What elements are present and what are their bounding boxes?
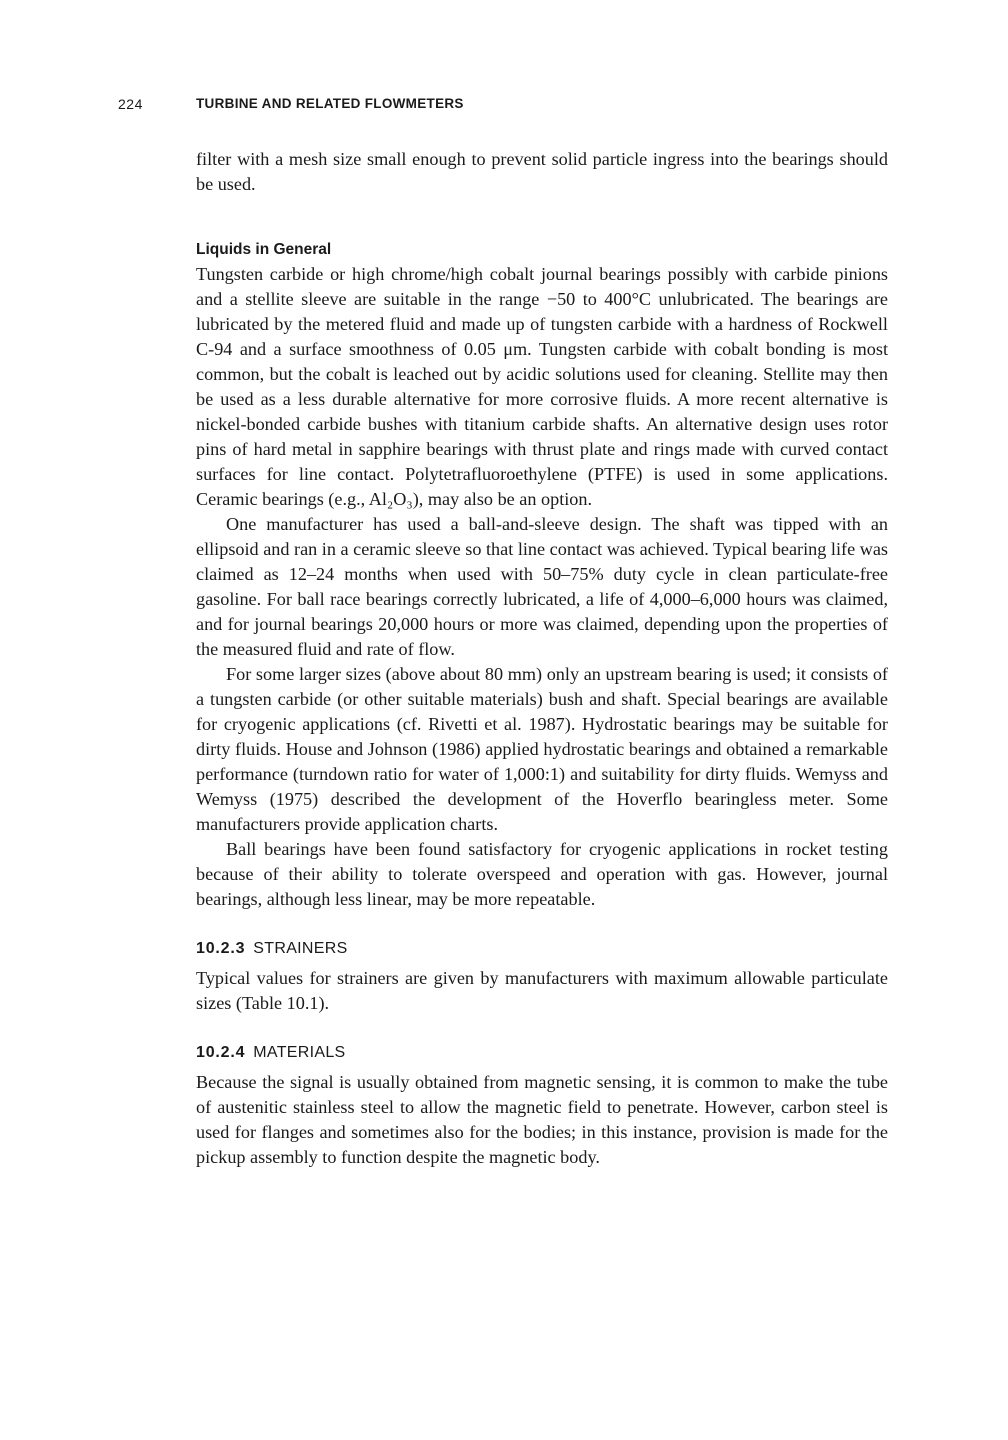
paragraph: One manufacturer has used a ball-and-sleeve design. The shaft was tipped with an ellipsoid and ran in a ceramic sleeve so that line contact was achieved. Typical bearing life was claimed as 12–24 months when used with 50–75% duty cycle in clean particulate-free gasoline. For ball race bearings correctly lubricated, a life of 4,000–6,000 hours was claimed, and for journal bearings 20,000 hours or more was claimed, depending upon the properties of the measured fluid and rate of flow.	[196, 514, 888, 659]
paragraph: Typical values for strainers are given by manufacturers with maximum allowable particulate sizes (Table 10.1).	[196, 968, 888, 1013]
section-heading-materials	[196, 1042, 888, 1064]
running-title: TURBINE AND RELATED FLOWMETERS	[196, 96, 464, 111]
paragraph: Ball bearings have been found satisfactory for cryogenic applications in rocket testing because of their ability to tolerate overspeed and operation with gas. However, journal bearings, although less linear, may be more repeatable.	[196, 839, 888, 909]
subsection-heading: Liquids in General	[196, 241, 332, 258]
section-title: STRAINERS	[253, 940, 348, 957]
section-heading-strainers	[196, 938, 888, 960]
paragraph: Tungsten carbide or high chrome/high cobalt journal bearings possibly with carbide pinions and a stellite sleeve are suitable in the range −50 to 400°C unlubricated. The bearings are lubricated by the metered fluid and made up of tungsten carbide with a hardness of Rockwell C-94 and a surface smoothness of 0.05 μm. Tungsten carbide with cobalt bonding is most common, but the cobalt is leached out by acidic solutions used for cleaning. Stellite may then be used as a less durable alternative for more corrosive fluids. A more recent alternative is nickel-bonded carbide bushes with titanium carbide shafts. An alternative design uses rotor pins of hard metal in sapphire bearings with thrust plate and rings made with curved contact surfaces for line contact. Polytetrafluoroethylene (PTFE) is used in some applications. Ceramic bearings (e.g., Al₂O₃), may also be an option.	[196, 264, 888, 509]
page-body	[196, 147, 888, 1170]
paragraph: For some larger sizes (above about 80 mm) only an upstream bearing is used; it consists of a tungsten carbide (or other suitable materials) bush and shaft. Special bearings are available for cryogenic applications (cf. Rivetti et al. 1987). Hydrostatic bearings may be suitable for dirty fluids. House and Johnson (1986) applied hydrostatic bearings and obtained a remarkable performance (turndown ratio for water of 1,000:1) and suitability for dirty fluids. Wemyss and Wemyss (1975) described the development of the Hoverflo bearingless meter. Some manufacturers provide application charts.	[196, 664, 888, 834]
section-number: 10.2.4	[196, 1044, 246, 1061]
paragraph: Because the signal is usually obtained from magnetic sensing, it is common to make the tube of austenitic stainless steel to allow the magnetic field to penetrate. However, carbon steel is used for flanges and sometimes also for the bodies; in this instance, provision is made for the pickup assembly to function despite the magnetic body.	[196, 1072, 888, 1167]
paragraph: filter with a mesh size small enough to prevent solid particle ingress into the bearings should be used.	[196, 149, 888, 194]
section-number: 10.2.3	[196, 940, 246, 957]
section-title: MATERIALS	[253, 1044, 346, 1061]
page-number: 224	[118, 96, 143, 112]
